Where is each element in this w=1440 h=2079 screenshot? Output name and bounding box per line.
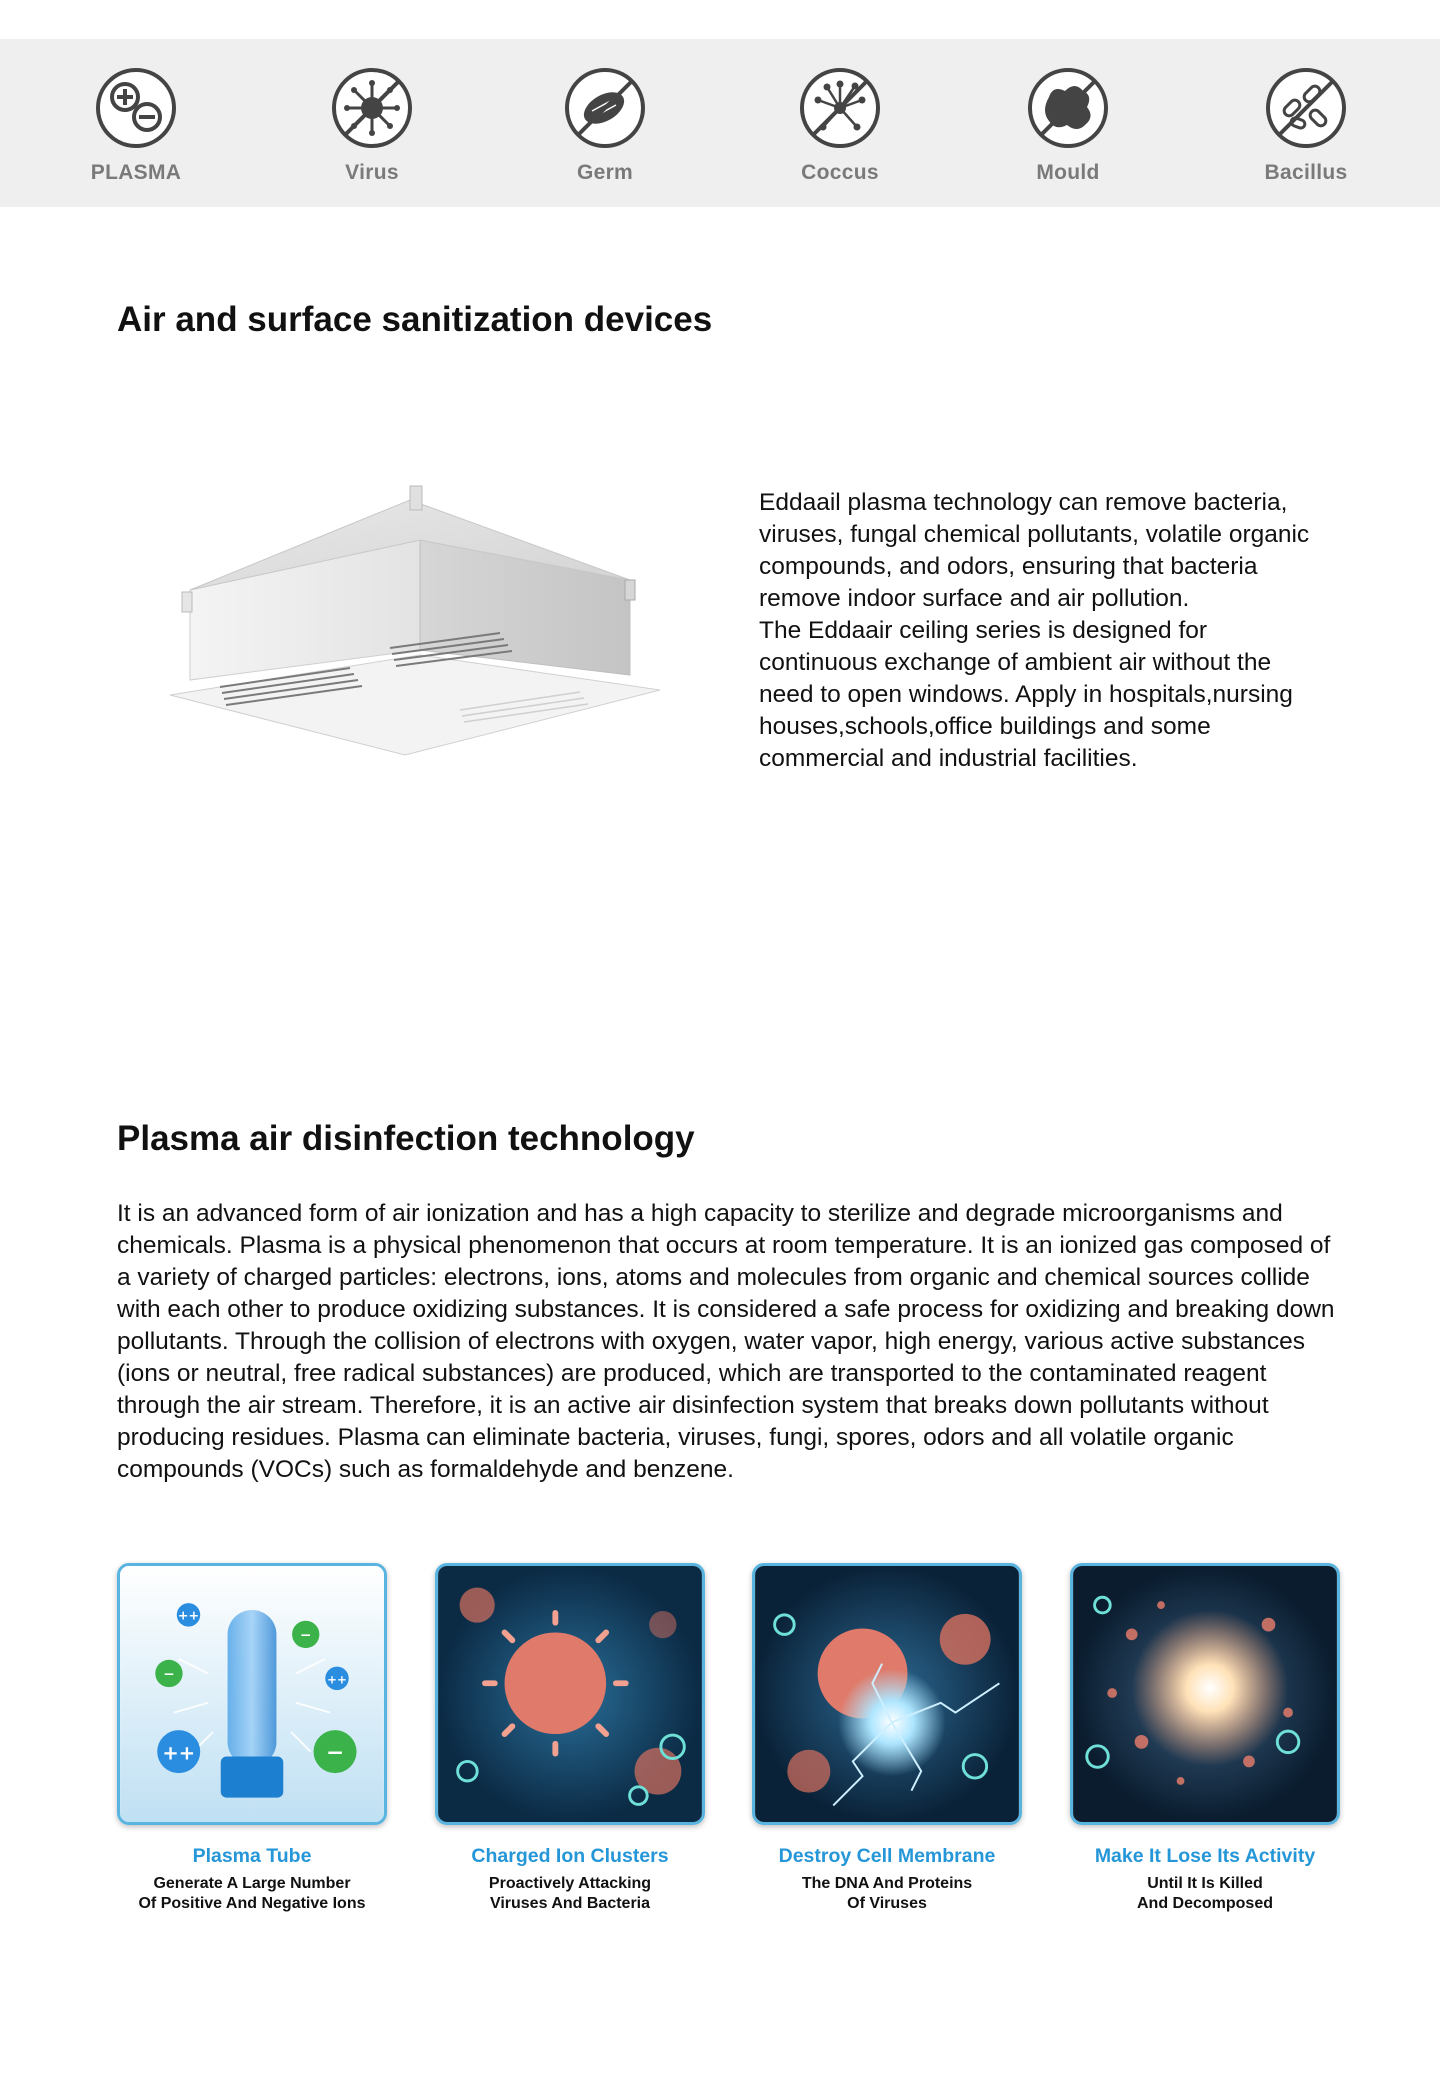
section-title-plasma: Plasma air disinfection technology [117, 1119, 695, 1158]
card-title: Charged Ion Clusters [471, 1845, 669, 1867]
card-destroy-cell-membrane [752, 1563, 1022, 1914]
charged-ion-clusters-image [435, 1563, 705, 1825]
plasma-tube-image [117, 1563, 387, 1825]
icon-item-mould [988, 67, 1148, 185]
card-subtitle-line: Viruses And Bacteria [489, 1895, 651, 1912]
card-subtitle [1070, 1874, 1340, 1914]
germ-icon [564, 67, 646, 149]
card-title: Plasma Tube [192, 1845, 312, 1867]
icon-label: Bacillus [1264, 161, 1348, 184]
card-subtitle [435, 1874, 705, 1914]
svg-text:++: ++ [327, 1672, 347, 1687]
icon-label: Germ [576, 161, 634, 184]
mould-icon [1027, 67, 1109, 149]
card-subtitle [117, 1874, 387, 1914]
icon-label: Mould [1036, 161, 1100, 184]
card-subtitle-line: Generate A Large Number [153, 1875, 351, 1892]
svg-text:−: − [326, 1740, 345, 1766]
ceiling-device-image [160, 480, 700, 770]
card-subtitle-line: Of Positive And Negative Ions [138, 1895, 366, 1912]
card-subtitle-line: Of Viruses [847, 1895, 927, 1912]
card-subtitle-line: Until It Is Killed [1147, 1875, 1263, 1892]
pathogen-icon-band [0, 39, 1440, 207]
card-title: Destroy Cell Membrane [778, 1845, 996, 1867]
make-it-lose-activity-image [1070, 1563, 1340, 1825]
icon-label: PLASMA [90, 161, 182, 184]
card-title: Make It Lose Its Activity [1094, 1845, 1316, 1867]
plasma-ions-icon [95, 67, 177, 149]
icon-label: Coccus [801, 161, 879, 184]
virus-icon [331, 67, 413, 149]
card-plasma-tube [117, 1563, 387, 1914]
section-title-sanitization: Air and surface sanitization devices [117, 300, 713, 339]
card-charged-ion-clusters [435, 1563, 705, 1914]
card-subtitle-line: Proactively Attacking [488, 1875, 652, 1892]
card-subtitle-line: And Decomposed [1136, 1895, 1273, 1912]
device-description-paragraph-2: The Eddaair ceiling series is designed for continuous exchange of ambient air without the need to open windows. Apply in hospitals,nursing houses,schools,office buildings and some commercial and industrial facilities. [759, 617, 1293, 772]
device-description-paragraph-1: Eddaail plasma technology can remove bacteria, viruses, fungal chemical pollutants, volatile organic compounds, and odors, ensuring that bacteria remove indoor surface and air pollution. [759, 489, 1310, 612]
device-description [759, 487, 1329, 775]
destroy-cell-membrane-image [752, 1563, 1022, 1825]
card-make-it-lose-activity [1070, 1563, 1340, 1914]
svg-text:−: − [300, 1627, 312, 1644]
icon-item-virus [292, 67, 452, 185]
plasma-description: It is an advanced form of air ionization and has a high capacity to sterilize and degrade microorganisms and chemicals. Plasma is a physical phenomenon that occurs at room temperature. It is an ionized gas composed of a variety of charged particles: electrons, ions, atoms and molecules from organic and chemical sources collide with each other to produce oxidizing substances. It is considered a safe process for oxidizing and breaking down pollutants. Through the collision of electrons with oxygen, water vapor, high energy, various active substances (ions or neutral, free radical substances) are produced, which are transported to the contaminated reagent through the air stream. Therefore, it is an active air disinfection system that breaks down pollutants without producing residues. Plasma can eliminate bacteria, viruses, fungi, spores, odors and all volatile organic compounds (VOCs) such as formaldehyde and benzene. [117, 1200, 1335, 1483]
icon-item-bacillus [1226, 67, 1386, 185]
icon-item-coccus [760, 67, 920, 185]
svg-text:−: − [163, 1666, 175, 1683]
icon-item-plasma [56, 67, 216, 185]
card-subtitle-line: The DNA And Proteins [801, 1875, 973, 1892]
svg-text:++: ++ [162, 1741, 196, 1765]
icon-item-germ [525, 67, 685, 185]
bacillus-icon [1265, 67, 1347, 149]
svg-text:++: ++ [177, 1607, 200, 1623]
icon-label: Virus [345, 161, 399, 184]
coccus-icon [799, 67, 881, 149]
card-subtitle [752, 1874, 1022, 1914]
